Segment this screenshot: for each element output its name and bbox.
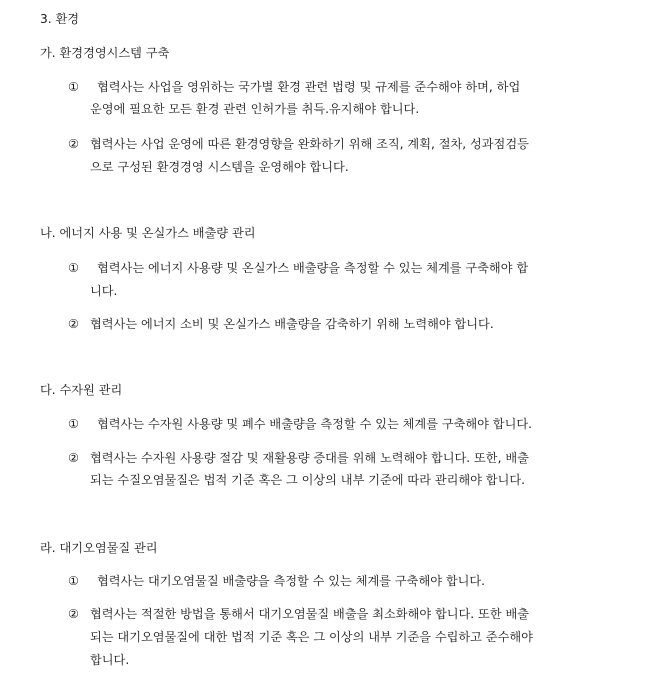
- item-line: 되는 대기오염물질에 대한 법적 기준 혹은 그 이상의 내부 기준을 수립하고 준수해야: [90, 630, 533, 644]
- item-line: 으로 구성된 환경경영 시스템을 운영해야 합니다.: [90, 160, 349, 174]
- item-line: 협력사는 사업 운영에 따른 환경영향을 완화하기 위해 조직, 계획, 절차, 성과점검등: [90, 137, 529, 151]
- item-marker: ①: [68, 417, 79, 431]
- item-line: 합니다.: [90, 653, 130, 667]
- item-line: 협력사는 에너지 사용량 및 온실가스 배출량을 측정할 수 있는 체계를 구축해야 합: [97, 261, 529, 275]
- subsection-title-ga: 가. 환경경영시스템 구축: [40, 46, 170, 60]
- item-marker: ①: [68, 574, 79, 588]
- item-line: 협력사는 에너지 소비 및 온실가스 배출량을 감축하기 위해 노력해야 합니다.: [90, 317, 494, 331]
- subsection-title-da: 다. 수자원 관리: [40, 383, 123, 397]
- item-line: 협력사는 적절한 방법을 통해서 대기오염물질 배출을 최소화해야 합니다. 또한 배출: [90, 607, 530, 621]
- subsection-title-ra: 라. 대기오염물질 관리: [40, 541, 158, 555]
- item-marker: ②: [68, 317, 79, 331]
- item-line: 협력사는 대기오염물질 배출량을 측정할 수 있는 체계를 구축해야 합니다.: [97, 574, 486, 588]
- item-line: 협력사는 수자원 사용량 및 폐수 배출량을 측정할 수 있는 체계를 구축해야 합니다.: [97, 417, 533, 431]
- item-line: 되는 수질오염물질은 법적 기준 혹은 그 이상의 내부 기준에 따라 관리해야 합니다.: [90, 473, 526, 487]
- section-title: 3. 환경: [40, 12, 80, 26]
- item-marker: ②: [68, 451, 79, 465]
- item-line: 니다.: [90, 284, 118, 298]
- item-line: 운영에 필요한 모든 환경 관련 인허가를 취득.유지해야 합니다.: [90, 102, 420, 116]
- item-marker: ②: [68, 607, 79, 621]
- item-line: 협력사는 수자원 사용량 절감 및 재활용량 증대를 위해 노력해야 합니다. 또한, 배출: [90, 451, 529, 465]
- item-marker: ②: [68, 137, 79, 151]
- item-marker: ①: [68, 80, 79, 94]
- item-line: 협력사는 사업을 영위하는 국가별 환경 관련 법령 및 규제를 준수해야 하며, 하업: [97, 80, 521, 94]
- item-marker: ①: [68, 261, 79, 275]
- subsection-title-na: 나. 에너지 사용 및 온실가스 배출량 관리: [40, 226, 256, 240]
